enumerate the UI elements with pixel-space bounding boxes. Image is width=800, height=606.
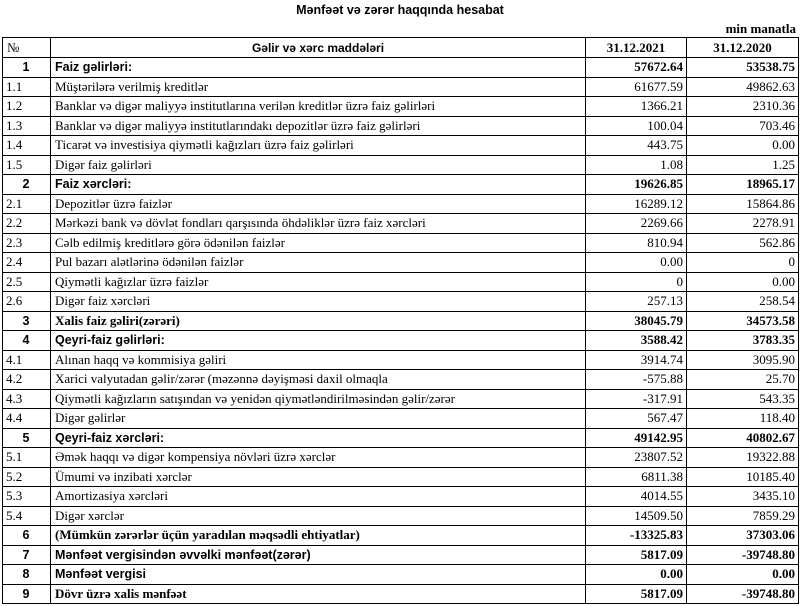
header-number: № [3, 38, 51, 58]
table-row [3, 428, 799, 448]
row-number: 4.2 [3, 370, 51, 390]
row-item-label: Pul bazarı alətlərinə ödənilən faizlər [51, 253, 586, 273]
table-row [3, 467, 799, 487]
row-number: 2.5 [3, 272, 51, 292]
row-item-label: Faiz xərcləri: [51, 175, 586, 195]
table-row [3, 253, 799, 273]
header-item: Gəlir və xərc maddələri [51, 38, 586, 58]
value-2020: 1.25 [687, 155, 799, 175]
row-item-label: Qeyri-faiz xərcləri: [51, 428, 586, 448]
row-item-label: Banklar və digər maliyyə institutlarına verilən kreditlər üzrə faiz gəlirləri [51, 97, 586, 117]
row-item-label: Digər xərclər [51, 506, 586, 526]
header-row [3, 38, 799, 58]
table-row [3, 77, 799, 97]
row-item-label: Xarici valyutadan gəlir/zərər (məzənnə dəyişməsi daxil olmaqla [51, 370, 586, 390]
value-2021: 443.75 [586, 136, 687, 156]
table-row [3, 526, 799, 546]
value-2020: 49862.63 [687, 77, 799, 97]
row-number: 6 [3, 526, 51, 546]
table-row [3, 58, 799, 78]
row-number: 2.3 [3, 233, 51, 253]
row-item-label: Müştərilərə verilmiş kreditlər [51, 77, 586, 97]
value-2021: 6811.38 [586, 467, 687, 487]
table-row [3, 389, 799, 409]
value-2021: 3588.42 [586, 331, 687, 351]
value-2020: 0.00 [687, 136, 799, 156]
row-item-label: Amortizasiya xərcləri [51, 487, 586, 507]
value-2021: 57672.64 [586, 58, 687, 78]
table-row [3, 487, 799, 507]
value-2020: 34573.58 [687, 311, 799, 331]
header-2020: 31.12.2020 [687, 38, 799, 58]
value-2020: 37303.06 [687, 526, 799, 546]
value-2021: -575.88 [586, 370, 687, 390]
row-item-label: Depozitlər üzrə faizlər [51, 194, 586, 214]
row-number: 4.4 [3, 409, 51, 429]
row-number: 7 [3, 545, 51, 565]
row-item-label: Qiymətli kağızlar üzrə faizlər [51, 272, 586, 292]
value-2020: 0.00 [687, 565, 799, 585]
value-2021: 567.47 [586, 409, 687, 429]
value-2021: 1366.21 [586, 97, 687, 117]
row-item-label: Mənfəət vergisindən əvvəlki mənfəət(zərər) [51, 545, 586, 565]
row-item-label: Xalis faiz gəliri(zərəri) [51, 311, 586, 331]
value-2021: 810.94 [586, 233, 687, 253]
row-item-label: Ticarət və investisiya qiymətli kağızları üzrə faiz gəlirləri [51, 136, 586, 156]
row-number: 4.1 [3, 350, 51, 370]
row-number: 2 [3, 175, 51, 195]
report-title: Mənfəət və zərər haqqında hesabat [296, 3, 504, 17]
row-number: 5 [3, 428, 51, 448]
value-2020: 543.35 [687, 389, 799, 409]
row-number: 9 [3, 584, 51, 604]
value-2021: 49142.95 [586, 428, 687, 448]
row-number: 4.3 [3, 389, 51, 409]
table-row [3, 272, 799, 292]
row-item-label: Cəlb edilmiş kreditlərə görə ödənilən faizlər [51, 233, 586, 253]
value-2021: 0 [586, 272, 687, 292]
unit-label: min manatla [725, 21, 796, 36]
table-row [3, 136, 799, 156]
table-row [3, 331, 799, 351]
value-2021: 61677.59 [586, 77, 687, 97]
value-2020: 10185.40 [687, 467, 799, 487]
row-item-label: Qiymətli kağızların satışından və yenidən qiymətləndirilməsindən gəlir/zərər [51, 389, 586, 409]
table-row [3, 584, 799, 604]
value-2021: 257.13 [586, 292, 687, 312]
row-item-label: Digər faiz xərcləri [51, 292, 586, 312]
table-row [3, 292, 799, 312]
value-2020: 18965.17 [687, 175, 799, 195]
value-2021: 5817.09 [586, 545, 687, 565]
table-row [3, 97, 799, 117]
value-2021: 23807.52 [586, 448, 687, 468]
table-body [3, 58, 799, 604]
row-number: 1 [3, 58, 51, 78]
value-2020: -39748.80 [687, 545, 799, 565]
value-2020: 3783.35 [687, 331, 799, 351]
table-row [3, 233, 799, 253]
value-2020: 53538.75 [687, 58, 799, 78]
value-2020: 118.40 [687, 409, 799, 429]
value-2020: 3095.90 [687, 350, 799, 370]
value-2021: 38045.79 [586, 311, 687, 331]
row-number: 2.1 [3, 194, 51, 214]
value-2020: -39748.80 [687, 584, 799, 604]
value-2021: 14509.50 [586, 506, 687, 526]
value-2021: 0.00 [586, 253, 687, 273]
row-number: 4 [3, 331, 51, 351]
row-item-label: Digər gəlirlər [51, 409, 586, 429]
value-2021: 2269.66 [586, 214, 687, 234]
row-number: 2.6 [3, 292, 51, 312]
row-number: 1.3 [3, 116, 51, 136]
row-item-label: (Mümkün zərərlər üçün yaradılan məqsədli ehtiyatlar) [51, 526, 586, 546]
table-row [3, 565, 799, 585]
table-row [3, 116, 799, 136]
table-row [3, 214, 799, 234]
row-number: 1.4 [3, 136, 51, 156]
row-number: 5.3 [3, 487, 51, 507]
value-2021: 4014.55 [586, 487, 687, 507]
value-2020: 19322.88 [687, 448, 799, 468]
value-2021: 0.00 [586, 565, 687, 585]
value-2020: 25.70 [687, 370, 799, 390]
value-2021: 19626.85 [586, 175, 687, 195]
row-item-label: Mərkəzi bank və dövlət fondları qarşısında öhdəliklər üzrə faiz xərcləri [51, 214, 586, 234]
table-row [3, 545, 799, 565]
value-2021: 1.08 [586, 155, 687, 175]
row-item-label: Alınan haqq və kommisiya gəliri [51, 350, 586, 370]
row-item-label: Qeyri-faiz gəlirləri: [51, 331, 586, 351]
value-2020: 2310.36 [687, 97, 799, 117]
row-number: 5.2 [3, 467, 51, 487]
row-number: 8 [3, 565, 51, 585]
table-row [3, 155, 799, 175]
row-number: 1.5 [3, 155, 51, 175]
row-item-label: Dövr üzrə xalis mənfəət [51, 584, 586, 604]
value-2020: 0.00 [687, 272, 799, 292]
value-2020: 0 [687, 253, 799, 273]
row-item-label: Digər faiz gəlirləri [51, 155, 586, 175]
row-number: 1.1 [3, 77, 51, 97]
table-row [3, 506, 799, 526]
row-item-label: Faiz gəlirləri: [51, 58, 586, 78]
value-2020: 703.46 [687, 116, 799, 136]
row-item-label: Banklar və digər maliyyə institutlarındakı depozitlər üzrə faiz gəlirləri [51, 116, 586, 136]
table-row [3, 448, 799, 468]
table-row [3, 194, 799, 214]
table-row [3, 350, 799, 370]
table-row [3, 409, 799, 429]
row-number: 2.4 [3, 253, 51, 273]
value-2020: 7859.29 [687, 506, 799, 526]
value-2021: -317.91 [586, 389, 687, 409]
table-row [3, 370, 799, 390]
row-number: 2.2 [3, 214, 51, 234]
row-item-label: Ümumi və inzibati xərclər [51, 467, 586, 487]
value-2020: 15864.86 [687, 194, 799, 214]
value-2020: 562.86 [687, 233, 799, 253]
value-2020: 3435.10 [687, 487, 799, 507]
row-item-label: Əmək haqqı və digər kompensiya növləri üzrə xərclər [51, 448, 586, 468]
value-2021: 3914.74 [586, 350, 687, 370]
value-2021: 16289.12 [586, 194, 687, 214]
row-number: 5.4 [3, 506, 51, 526]
value-2021: 5817.09 [586, 584, 687, 604]
table-header [3, 38, 799, 58]
value-2021: -13325.83 [586, 526, 687, 546]
value-2020: 40802.67 [687, 428, 799, 448]
row-item-label: Mənfəət vergisi [51, 565, 586, 585]
header-2021: 31.12.2021 [586, 38, 687, 58]
table-row [3, 311, 799, 331]
value-2021: 100.04 [586, 116, 687, 136]
income-statement-table [2, 37, 799, 604]
table-row [3, 175, 799, 195]
row-number: 5.1 [3, 448, 51, 468]
row-number: 3 [3, 311, 51, 331]
value-2020: 2278.91 [687, 214, 799, 234]
value-2020: 258.54 [687, 292, 799, 312]
row-number: 1.2 [3, 97, 51, 117]
